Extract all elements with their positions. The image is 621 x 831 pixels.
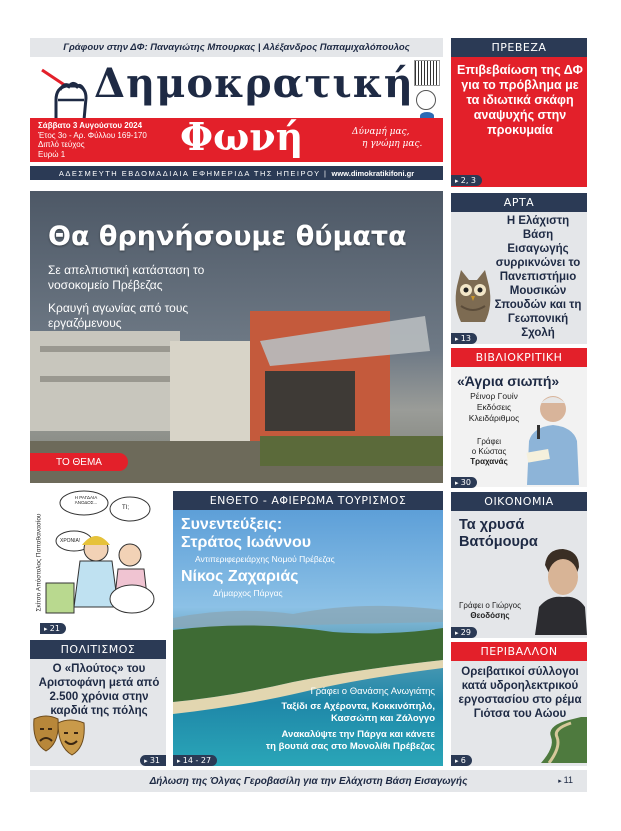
footer-arrow-icon: ▸	[558, 778, 564, 785]
environment-page-ref[interactable]: ▸ 6	[451, 755, 472, 766]
fist-logo-icon	[38, 64, 98, 124]
cartoon-drawing	[44, 487, 166, 627]
issue-number: Έτος 3ο - Αρ. Φύλλου 169-170	[38, 130, 147, 140]
books-page-ref[interactable]: ▸ 30	[451, 477, 477, 488]
economy-page-ref[interactable]: ▸ 29	[451, 627, 477, 638]
economy-title: Τα χρυσά Βατόμουρα	[459, 517, 538, 550]
books-author: Ρέινορ Γουίν	[470, 391, 518, 401]
tourism-line-3: Ανακαλύψτε την Πάργα και κάνετε	[281, 728, 435, 740]
cartoon-page-ref[interactable]: ▸ 21	[40, 623, 66, 634]
books-byline-1: Γράφει	[476, 437, 502, 446]
environment-section-label: ΠΕΡΙΒΑΛΛΟΝ	[480, 645, 558, 658]
tourism-role-1: Αντιπεριφερειάρχης Νομού Πρέβεζας	[195, 554, 335, 564]
mountain-road-icon	[521, 717, 587, 763]
cartoon-credit: Σκίτσο Απόστολος Παπαθανασίου	[35, 513, 43, 612]
books-byline-2: ο Κώστας	[471, 447, 507, 456]
tourism-section-label: ΕΝΘΕΤΟ - ΑΦΙΕΡΩΜΑ ΤΟΥΡΙΣΜΟΣ	[209, 494, 407, 507]
economy-story[interactable]	[451, 511, 587, 638]
economy-section-label: ΟΙΚΟΝΟΜΙΑ	[484, 495, 554, 508]
barcode-icon	[414, 60, 440, 86]
cartoon-bubble-1: Η ΡΑΓΔΑΙΑ ΆΝΟΔΟΣ...	[74, 495, 98, 505]
preveza-text: Επιβεβαίωση της ΔΦ για το πρόβλημα με τα ιδιωτικά σκάφη αναψυχής στην προκυμαία	[457, 63, 583, 137]
economy-byline	[459, 601, 521, 621]
culture-section-label: ΠΟΛΙΤΙΣΜΟΣ	[60, 643, 136, 656]
tourism-person-1: Στράτος Ιωάννου	[181, 534, 312, 551]
preveza-section-label: ΠΡΕΒΕΖΑ	[491, 41, 547, 54]
main-tag-label: ΤΟ ΘΕΜΑ	[56, 456, 102, 468]
environment-section	[451, 642, 587, 661]
footer-page: 11	[563, 775, 573, 785]
strapline-bar	[30, 166, 443, 180]
issue-double: Διπλό τεύχος	[38, 140, 85, 149]
arta-text: Η Ελάχιστη Βάση Εισαγωγής συρρικνώνει το Πανεπιστήμιο Μουσικών Σπουδών και τη Γεωπονική Σχολή	[494, 215, 582, 339]
masthead-red-bar	[30, 114, 443, 162]
books-title: «Άγρια σιωπή»	[457, 373, 560, 389]
issue-info	[38, 121, 147, 159]
cartoon[interactable]	[30, 487, 166, 637]
books-section	[451, 348, 587, 367]
main-sub-1: Σε απελπιστική κατάσταση το νοσοκομείο Πρέβεζας	[48, 263, 205, 292]
arta-section	[451, 193, 587, 212]
tourism-role-2: Δήμαρχος Πάργας	[213, 588, 283, 598]
cartoon-bubble-3: ΧΡΟΝΙΑ!	[60, 538, 81, 544]
main-story[interactable]	[30, 191, 443, 483]
economy-author-photo	[535, 543, 587, 635]
economy-byline-2: Θεοδόσης	[470, 611, 510, 620]
tourism-person-2: Νίκος Ζαχαριάς	[181, 568, 299, 585]
website-link[interactable]: www.dimokratikifoni.gr	[331, 168, 415, 178]
issue-price: Ευρώ 1	[38, 149, 66, 159]
owl-icon	[451, 266, 495, 328]
tourism-line-4: τη βουτιά σας στο Μονολίθι Πρέβεζας	[265, 741, 435, 752]
arta-story[interactable]	[451, 212, 587, 344]
motto-line-2: η γνώμη μας.	[362, 139, 423, 149]
title-top: Δημοκρατική	[94, 60, 414, 107]
preveza-page-ref[interactable]: ▸ 2, 3	[451, 175, 482, 186]
tourism-section	[173, 491, 443, 510]
books-byline	[461, 437, 517, 467]
tourism-line-1: Ταξίδι σε Αχέροντα, Κοκκινόπηλό,	[281, 700, 435, 712]
books-publisher-label: Εκδόσεις	[476, 402, 512, 412]
books-publisher: Κλειδάριθμος	[468, 413, 520, 423]
economy-byline-1: Γράφει ο Γιώργος	[459, 601, 521, 610]
title-bottom: Φωνή	[180, 114, 304, 159]
preveza-section	[451, 38, 587, 57]
culture-text: Ο «Πλούτος» του Αριστοφάνη μετά από 2.500 χρόνια στην καρδιά της πόλης	[38, 663, 160, 717]
preveza-story[interactable]	[451, 57, 587, 187]
theatre-masks-icon	[32, 713, 86, 757]
tourism-byline: Γράφει ο Θανάσης Ανωγιάτης	[310, 686, 435, 697]
books-byline-3: Τραχανάς	[470, 457, 508, 466]
environment-story[interactable]	[451, 661, 587, 766]
tourism-lines	[235, 686, 435, 754]
culture-page-ref[interactable]: ▸ 31	[140, 755, 166, 766]
books-section-label: ΒΙΒΛΙΟΚΡΙΤΙΚΗ	[475, 351, 563, 364]
economy-section	[451, 492, 587, 511]
arta-section-label: ΑΡΤΑ	[503, 196, 535, 209]
issue-date: Σάββατο 3 Αυγούστου 2024	[38, 121, 143, 130]
main-headline: Θα θρηνήσουμε θύματα	[48, 221, 407, 252]
main-tag	[30, 453, 128, 471]
cartoon-bubble-2: ΤΙ;	[122, 505, 129, 511]
books-author-photo	[519, 389, 585, 485]
motto-line-1: Δύναμή μας,	[352, 127, 410, 137]
footer-bar[interactable]	[30, 770, 587, 792]
writers-bar	[30, 38, 443, 57]
tourism-story[interactable]	[173, 510, 443, 766]
strapline-text: ΑΔΕΣΜΕΥΤΗ ΕΒΔΟΜΑΔΙΑΙΑ ΕΦΗΜΕΡΙΔΑ ΤΗΣ ΗΠΕΙΡΟΥ |	[58, 168, 328, 178]
culture-story[interactable]	[30, 659, 166, 766]
tourism-line-2: Κασσώπη και Ζάλογγο	[330, 713, 435, 724]
tourism-page-ref[interactable]: ▸ 14 - 27	[173, 755, 217, 766]
footer-text: Δήλωση της Όλγας Γεροβασίλη για την Ελάχιστη Βάση Εισαγωγής	[149, 775, 468, 787]
arta-page-ref[interactable]: ▸ 13	[451, 333, 477, 344]
books-story[interactable]	[451, 367, 587, 487]
main-sub-2: Κραυγή αγωνίας από τους εργαζόμενους	[48, 301, 189, 330]
tourism-interviews: Συνεντεύξεις:	[181, 516, 283, 533]
seal-icon	[416, 90, 436, 110]
environment-text: Ορειβατικοί σύλλογοι κατά υδροηλεκτρικού εργοστασίου στο ρέμα Γιότσα του Αώου	[458, 666, 582, 720]
culture-section	[30, 640, 166, 659]
motto	[352, 126, 422, 150]
footer-page-ref[interactable]	[558, 775, 573, 785]
masthead	[30, 58, 443, 168]
writers-text: Γράφουν στην ΔΦ: Παναγιώτης Μπουρκας | Αλέξανδρος Παπαμιχαλόπουλος	[63, 42, 410, 53]
